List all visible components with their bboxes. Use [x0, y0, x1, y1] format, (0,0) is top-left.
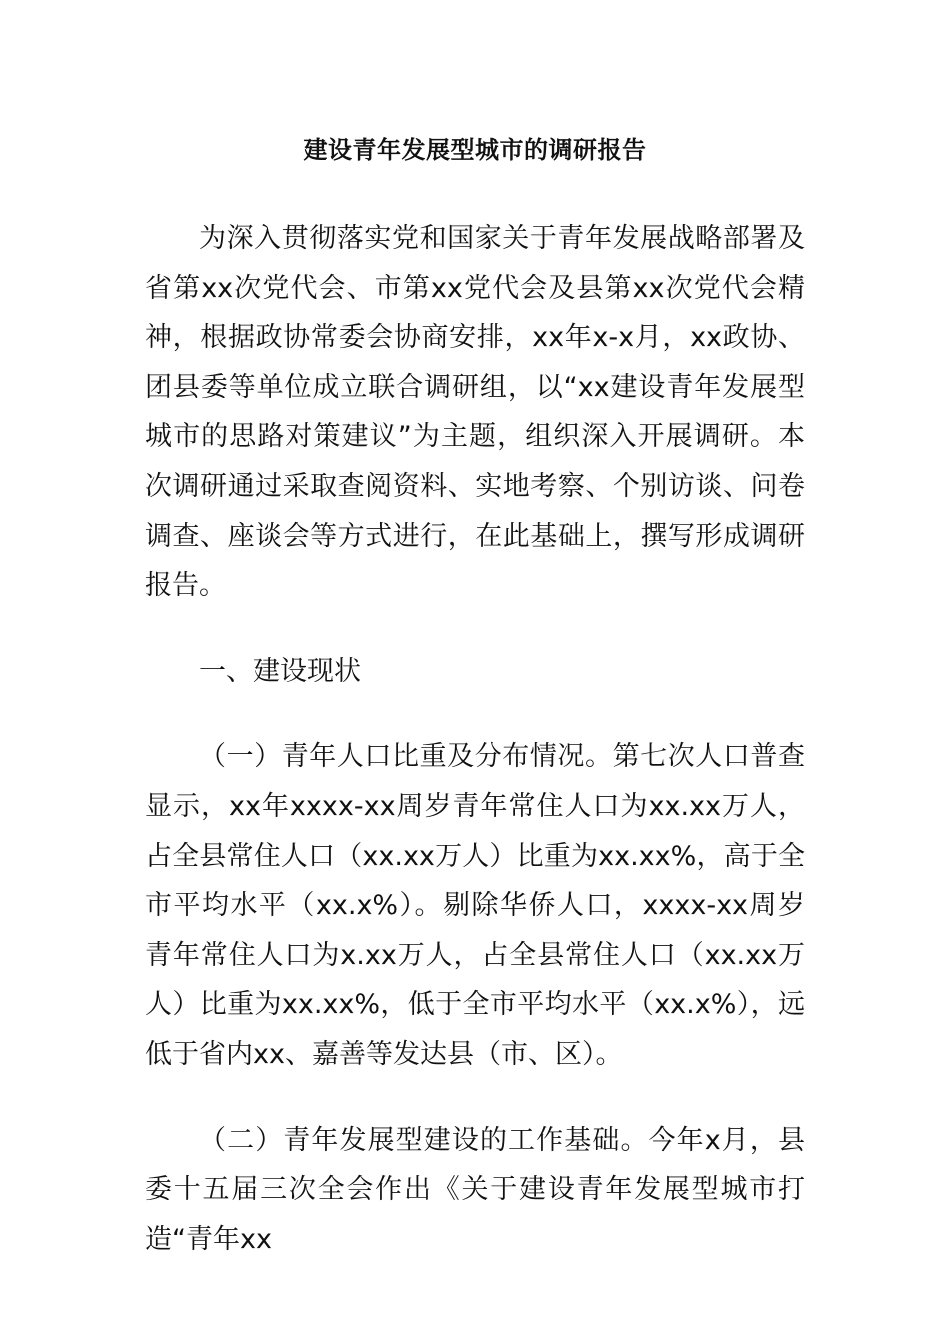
document-body	[145, 214, 805, 1264]
paragraph-work-foundation: （二）青年发展型建设的工作基础。今年x月，县委十五届三次全会作出《关于建设青年发展型城市打造“青年xx	[145, 1124, 805, 1255]
paragraph-youth-population: （一）青年人口比重及分布情况。第七次人口普查显示，xx年xxxx-xx周岁青年常住人口为xx.xx万人，占全县常住人口（xx.xx万人）比重为xx.xx%，高于全市平均水平（xx.x%）。剔除华侨人口，xxxx-xx周岁青年常住人口为x.xx万人，占全县常住人口（xx.xx万人）比重为xx.xx%，低于全市平均水平（xx.x%），远低于省内xx、嘉善等发达县（市、区）。	[145, 741, 805, 1070]
document-title: 建设青年发展型城市的调研报告	[303, 136, 647, 164]
section-heading-status: 一、建设现状	[199, 655, 361, 687]
intro-paragraph: 为深入贯彻落实党和国家关于青年发展战略部署及省第xx次党代会、市第xx党代会及县第xx次党代会精神，根据政协常委会协商安排，xx年x-x月，xx政协、团县委等单位成立联合调研组，以“xx建设青年发展型城市的思路对策建议”为主题，组织深入开展调研。本次调研通过采取查阅资料、实地考察、个别访谈、问卷调查、座谈会等方式进行，在此基础上，撰写形成调研报告。	[145, 223, 805, 602]
